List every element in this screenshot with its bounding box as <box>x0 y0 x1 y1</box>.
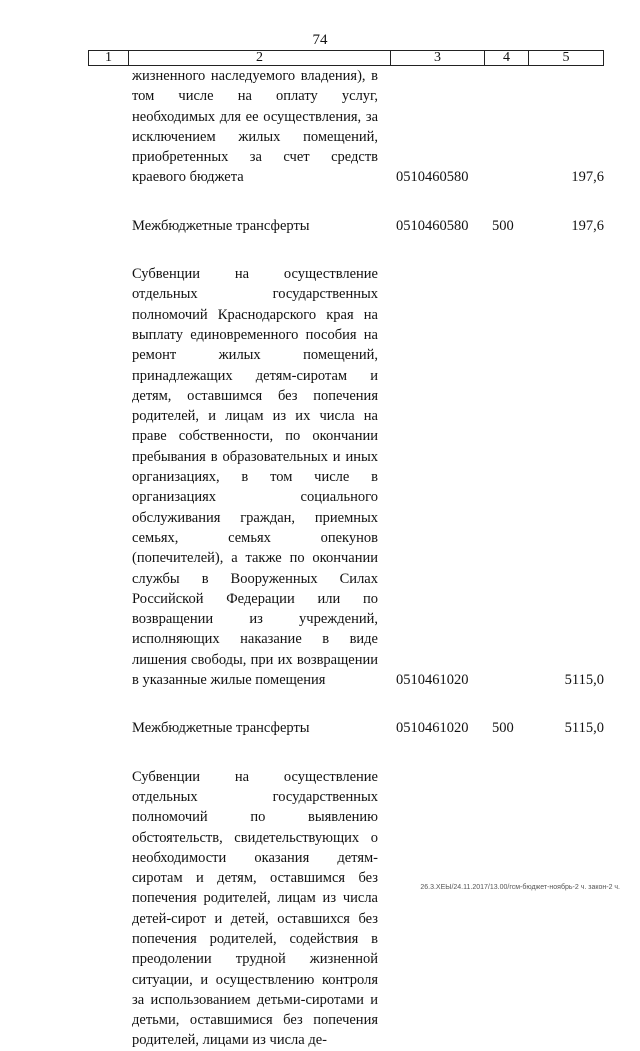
table-row <box>88 216 604 236</box>
table-row <box>88 767 604 1051</box>
row-sum: 5115,0 <box>564 720 604 737</box>
row-expense-type: 500 <box>492 720 514 737</box>
table-row <box>88 264 604 690</box>
column-header-2: 2 <box>129 51 391 65</box>
row-expense-type: 500 <box>492 217 514 234</box>
row-code: 0510461020 <box>396 720 469 737</box>
row-code: 0510461020 <box>396 672 469 689</box>
column-header-row <box>88 50 604 66</box>
column-header-3: 3 <box>391 51 485 65</box>
column-header-4: 4 <box>485 51 529 65</box>
page-number: 74 <box>312 32 328 48</box>
table-row <box>88 718 604 738</box>
row-code: 0510460580 <box>396 217 469 234</box>
table-row <box>88 66 604 188</box>
row-name: Субвенции на осуществление отдельных государственных полномочий Краснодарского края на выплату единовременного пособия на ремонт жилых помещений, принадлежащих детям-сиротам и детям, оставшимся без попечения родителей, и лицам из их числа на праве собственности, по окончании пребывания в образовательных и иных организациях, в том числе в организациях социального обслуживания граждан, приемных семьях, семьях опекунов (попечителей), а также по окончании службы в Вооруженных Силах Российской Федерации или по возвращении из учреждений, исполняющих наказание в виде лишения свободы, при их возвращении в указанные жилые помещения <box>132 266 378 689</box>
budget-table-body <box>88 66 604 1051</box>
column-header-1: 1 <box>89 51 129 65</box>
row-name: Межбюджетные трансферты <box>132 720 310 737</box>
row-sum: 5115,0 <box>564 672 604 689</box>
column-header-5: 5 <box>562 50 570 65</box>
row-name: Субвенции на осуществление отдельных государственных полномочий по выявлению обстоятельств, свидетельствующих о необходимости оказания детям-сиротам и детям, оставшимся без попечения родителей, лицам из числа детей-сирот и детей, оставшихся без попечения родителей, содействия в преодолении трудной жизненной ситуации, и осуществлению контроля за использованием детьми-сиротами и детьми, оставшимися без попечения родителей, лицами из числа де- <box>132 768 378 1049</box>
row-sum: 197,6 <box>571 217 604 234</box>
row-name: жизненного наследуемого владения), в том числе на оплату услуг, необходимых для ее осуществления, за исключением жилых помещений, приобретенных за счет средств краевого бюджета <box>132 68 378 186</box>
document-footer: 26.3.ХЕЫ/24.11.2017/13.00/гсм-бюджет-ноябрь-2 ч. закон-2 ч. <box>420 884 620 891</box>
row-sum: 197,6 <box>571 169 604 186</box>
row-code: 0510460580 <box>396 169 469 186</box>
row-name: Межбюджетные трансферты <box>132 217 310 234</box>
